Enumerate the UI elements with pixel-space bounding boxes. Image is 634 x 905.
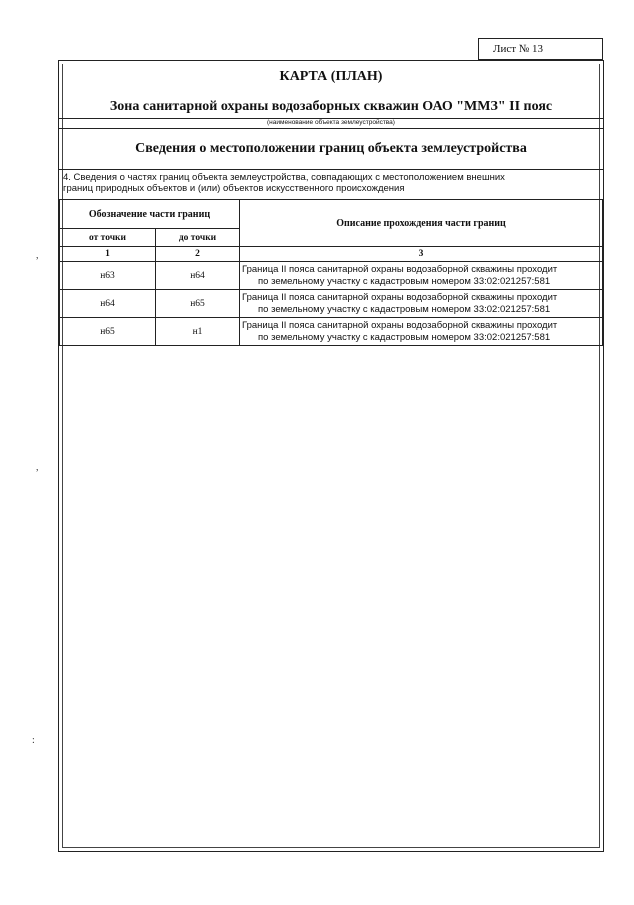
section-heading: Сведения о местоположении границ объекта землеустройства (135, 141, 527, 156)
from-point: н65 (60, 318, 156, 346)
document-title: КАРТА (ПЛАН) (279, 69, 383, 84)
desc-line: Граница II пояса санитарной охраны водозаборной скважины проходит (242, 263, 558, 275)
desc-line: Граница II пояса санитарной охраны водозаборной скважины проходит (242, 291, 558, 303)
col-number: 1 (60, 247, 156, 262)
boundary-table-wrapper (59, 199, 603, 346)
document-frame (58, 60, 604, 852)
object-name: Зона санитарной охраны водозаборных скважин ОАО "ММЗ" II пояс (109, 99, 553, 114)
col-number: 3 (240, 247, 603, 262)
sheet-number-label: Лист № 13 (493, 43, 544, 55)
section-note (63, 172, 595, 194)
section-note-line: 4. Сведения о частях границ объекта землеустройства, совпадающих с местоположением внешних (63, 172, 505, 183)
desc-line: по земельному участку с кадастровым номером 33:02:021257:581 (258, 275, 551, 287)
margin-mark: : (32, 735, 35, 746)
to-header: до точки (156, 229, 240, 247)
table-row (60, 318, 603, 346)
to-point: н1 (156, 318, 240, 346)
desc-header: Описание прохождения части границ (240, 200, 603, 247)
from-point: н63 (60, 262, 156, 290)
margin-mark: , (36, 462, 39, 473)
object-name-caption: (наименование объекта землеустройства) (267, 119, 395, 126)
from-point: н64 (60, 290, 156, 318)
sheet-number-box (478, 38, 603, 60)
boundary-description (240, 318, 603, 346)
boundary-description (240, 290, 603, 318)
col-number: 2 (156, 247, 240, 262)
from-header: от точки (60, 229, 156, 247)
group-header: Обозначение части границ (60, 200, 240, 229)
table-row (60, 262, 603, 290)
desc-line: по земельному участку с кадастровым номером 33:02:021257:581 (258, 331, 551, 343)
section-note-line: границ природных объектов и (или) объектов искусственного происхождения (63, 183, 405, 194)
table-row (60, 290, 603, 318)
margin-mark: , (36, 250, 39, 261)
divider (59, 128, 603, 129)
to-point: н65 (156, 290, 240, 318)
boundary-description (240, 262, 603, 290)
boundary-table (59, 199, 603, 346)
divider (59, 169, 603, 170)
desc-line: по земельному участку с кадастровым номером 33:02:021257:581 (258, 303, 551, 315)
desc-line: Граница II пояса санитарной охраны водозаборной скважины проходит (242, 319, 558, 331)
to-point: н64 (156, 262, 240, 290)
